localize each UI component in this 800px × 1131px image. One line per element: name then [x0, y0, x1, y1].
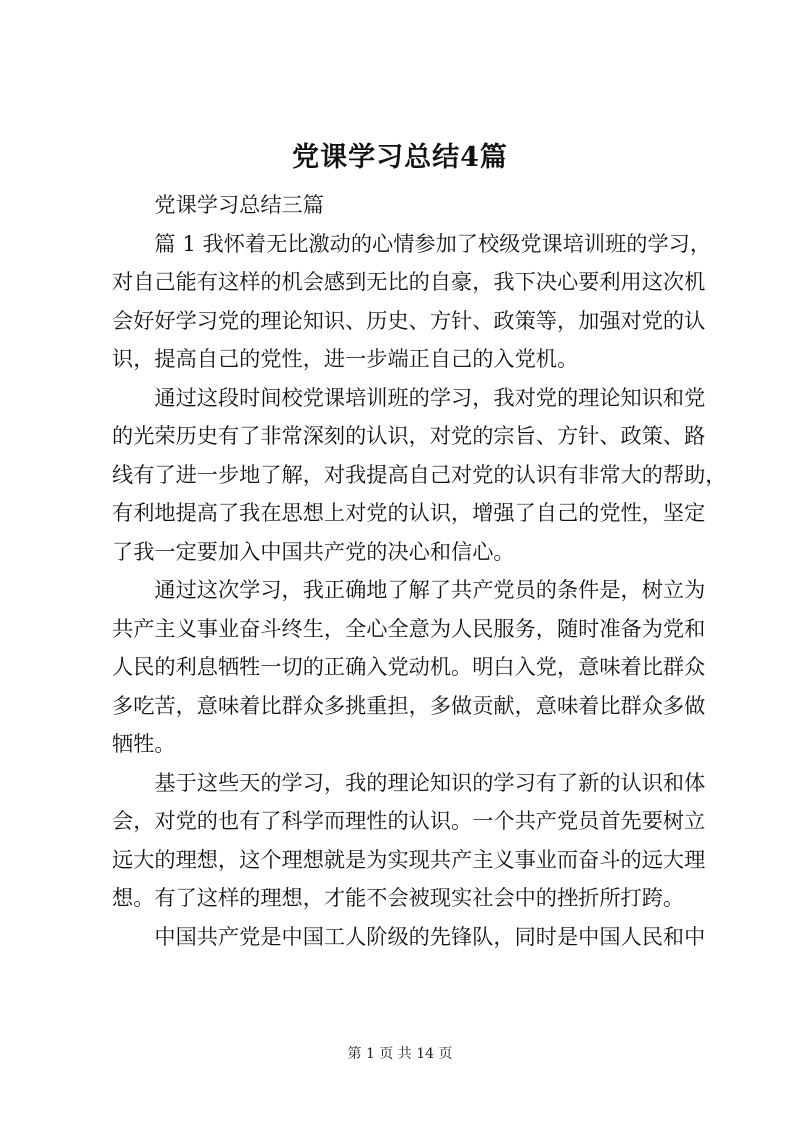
text-line: 线有了进一步地了解，对我提高自己对党的认识有非常大的帮助，	[112, 461, 727, 487]
text-line: 多吃苦，意味着比群众多挑重担，多做贡献，意味着比群众多做	[112, 692, 706, 718]
paragraph	[112, 764, 704, 918]
paragraph	[112, 571, 704, 764]
text-line: 的光荣历史有了非常深刻的认识，对党的宗旨、方针、政策、路	[112, 423, 706, 448]
text-line: 了我一定要加入中国共产党的决心和信心。	[112, 538, 515, 564]
text-line: 会，对党的也有了科学而理性的认识。一个共产党员首先要树立	[112, 808, 706, 833]
paragraph	[112, 918, 704, 957]
paragraph	[112, 379, 727, 572]
text-line: 通过这次学习，我正确地了解了共产党员的条件是，树立为	[154, 577, 706, 602]
text-line: 基于这些天的学习，我的理论知识的学习有了新的认识和体	[154, 769, 706, 795]
text-line: 中国共产党是中国工人阶级的先锋队，同时是中国人民和中	[154, 923, 706, 949]
text-line: 党课学习总结三篇	[154, 192, 324, 217]
page-footer: 第 1 页 共 14 页	[347, 1046, 453, 1062]
document-body	[112, 186, 727, 956]
text-line: 人民的利息牺牲一切的正确入党动机。明白入党，意味着比群众	[112, 654, 706, 679]
text-line: 会好好学习党的理论知识、历史、方针、政策等，加强对党的认	[112, 307, 706, 333]
document-title: 党课学习总结4篇	[292, 142, 508, 173]
text-line: 识，提高自己的党性，进一步端正自己的入党机。	[112, 346, 579, 371]
text-line: 远大的理想，这个理想就是为实现共产主义事业而奋斗的远大理	[112, 846, 706, 872]
text-line: 对自己能有这样的机会感到无比的自豪，我下决心要利用这次机	[112, 269, 706, 294]
text-line: 篇 1 我怀着无比激动的心情参加了校级党课培训班的学习，	[154, 230, 712, 256]
paragraph	[112, 186, 704, 225]
text-line: 有利地提高了我在思想上对党的认识，增强了自己的党性，坚定	[112, 500, 706, 525]
text-line: 通过这段时间校党课培训班的学习，我对党的理论知识和党	[154, 384, 706, 410]
text-line: 牺牲。	[112, 731, 176, 756]
paragraph	[112, 225, 712, 379]
text-line: 共产主义事业奋斗终生，全心全意为人民服务，随时准备为党和	[112, 615, 706, 641]
text-line: 想。有了这样的理想，才能不会被现实社会中的挫折所打跨。	[112, 885, 685, 910]
